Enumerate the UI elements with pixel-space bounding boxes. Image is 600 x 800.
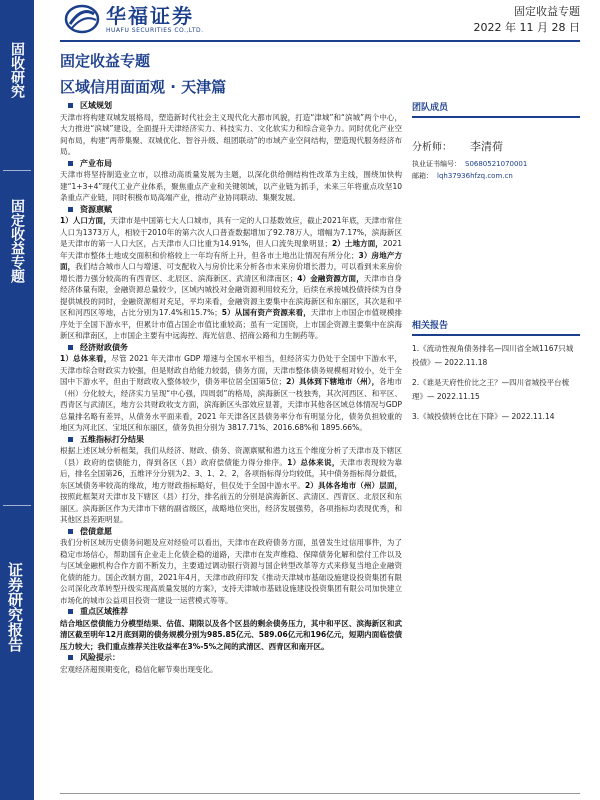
header-meta <box>474 4 580 36</box>
team-heading: 团队成员 <box>412 100 580 118</box>
logo-icon <box>64 4 100 34</box>
logo-english-name: HUAFU SECURITIES CO.,LTD. <box>106 26 204 34</box>
cert-value: S0680521070001 <box>465 160 528 168</box>
related-report-item[interactable]: 2.《谁是天府性价比之王？—四川省城投平台梳理》— 2022.11.15 <box>412 378 570 401</box>
lead-property: 3）房地产方面， <box>60 250 403 271</box>
report-summary <box>60 100 402 675</box>
related-report-item[interactable]: 1.《流动性视角债务排名—四川省全域1167只城投债》— 2022.11.18 <box>412 344 574 367</box>
analyst-row <box>412 138 580 154</box>
section-body-scores <box>60 445 402 526</box>
email-row <box>412 170 580 182</box>
lead-state-assets: 5）从国有资产资源来看， <box>221 308 311 317</box>
lead-finance: 4）金融资源方面， <box>297 273 364 283</box>
lead-districts: 2）具体到下辖地市（州）， <box>286 377 380 386</box>
header-rule <box>60 40 580 42</box>
section-body-planning: 天津市将构建双城发展格局，塑造新时代社会主义现代化大都市风貌，打造“津城”和“滨城”两个中心，大力推进“滨城”建设，全面提升天津经济实力、科技实力、文化软实力和综合竞争力。同时优化产业空间布局，构建“两带集聚、双城优化、智谷升级、组团联动”的市域产业空间结构，塑造现代服务经济布局。 <box>60 112 402 156</box>
page-subtitle: 区域信用面面观 · 天津篇 <box>60 78 227 96</box>
sidebar-divider <box>3 505 31 506</box>
lead-scores-overall: 1）总体来说， <box>287 457 340 467</box>
section-heading-scores: 五维指标打分结果 <box>60 434 402 446</box>
analyst-name: 李清荷 <box>470 140 503 153</box>
email-value[interactable]: lqh37936hfzq.com.cn <box>437 172 513 180</box>
text-population: 天津市是中国第七大人口城市，具有一定的人口基数效应，截止2021年底，天津市常住人口为1373万人，相较于2010年的第六次人口普查数据增加了92.78万人，增幅为7.17%，滨海新区是天津市的第一人口大区，占天津市人口比重为14.91%，但人口流失现象明显； <box>60 216 402 248</box>
page-title: 固定收益专题 <box>60 52 151 70</box>
logo-chinese-name: 华福证券 <box>106 3 194 28</box>
related-heading: 相关报告 <box>412 318 580 336</box>
cert-label: 执业证书编号： <box>412 160 461 168</box>
related-report-item[interactable]: 3.《城投债转仓比在下降》— 2022.11.14 <box>412 412 555 421</box>
lead-scores-districts: 2）具体各地市（州）层面， <box>304 480 403 490</box>
related-reports-panel <box>412 318 580 424</box>
sidebar-label-report: 证券研究报告 <box>6 562 24 652</box>
text-land: 2021年天津市整体土地成交面积和价格较上一年均有所上升，但各市土地出让情况有所分化； <box>60 239 402 260</box>
text-districts: 各地市（州）分化较大，经济实力呈现“中心强，四周弱”的格局，滨海新区一枝独秀，其次河西区、和平区、西青区与武清区，地方公共财政收支方面，滨海新区头部效应显著，天津市其他各区域总体情况与GDP总量排名略有差异，从债务水平面来看，2021 年天津各区县债务率分布有明显分化，债务负担较重的地区为河北区、宝坻区和东丽区，债务负担分别为 3817.71%、2016.68%和 1895.66%。 <box>60 377 402 432</box>
section-heading-willingness: 偿债意愿 <box>60 526 402 538</box>
text-finance-2: 金融资源相对充足，平均来看，金融资源主要集中在滨海新区和东丽区，其次是和平区和河西区等地，占比分别为17.4%和15.7%； <box>60 296 403 317</box>
section-heading-planning: 区域规划 <box>60 100 402 112</box>
text-overall: 尽管 2021 年天津市 GDP 增速与全国水平相当，但经济实力仍处于全国中下游水平，天津市综合财政实力较强，但是财政自给能力较弱，债务方面，天津市整体债务规模相对较小，处于全国中下游水平，但由于财政收入整体较少，债务率位居全国第5位； <box>60 354 403 386</box>
text-scores-intro: 根据上述区域分析框架，我们从经济、财政、债务、资源禀赋和潜力这五个维度分析了天津市及下辖区（县）政府的偿债能力，得到各区（县）政府偿债能力得分排序。 <box>60 446 402 467</box>
text-property: 我们结合城市人口与增速、可支配收入与房价比来分析各市未来房价增长潜力，可以看到未来房价增长潜力强分较高的有西青区、北辰区、滨海新区、武清区和津南区； <box>60 262 403 283</box>
analyst-label: 分析师： <box>412 142 452 153</box>
section-body-industry: 天津市将坚持制造业立市，以推动高质量发展为主题，以深化供给侧结构性改革为主线，围绕加快构建“1+3+4”现代工业产业体系，聚焦重点产业和关键领域，以产业链为抓手，未来三年将重点攻坚10条重点产业链，同时积极布局高端产业，推动产业协同联动、集聚发展。 <box>60 170 402 202</box>
lead-land: 2）土地方面， <box>331 239 383 248</box>
sidebar-label-topic: 固定收益专题 <box>9 199 25 283</box>
section-heading-economy: 经济财政债务 <box>60 342 402 354</box>
sidebar-divider <box>3 170 31 171</box>
company-logo <box>64 4 204 34</box>
left-sidebar-strip <box>0 0 34 800</box>
lead-population: 1）人口方面， <box>60 216 111 225</box>
section-heading-resources: 资源禀赋 <box>60 204 402 216</box>
section-body-recommend: 结合地区偿债能力分模型结果、估值、期限以及各个区县的剩余债务压力，其中和平区、滨海新区和武清区截至明年12月底到期的债务规模分别为985.85亿元、589.06亿元和196亿元，短期内面临偿债压力较大；我们重点推荐关注收益率在3%-5%之间的武清区、西青区和南开区。 <box>60 618 402 651</box>
section-heading-recommend: 重点区域推荐 <box>60 606 402 618</box>
footer-rule <box>60 793 580 794</box>
section-body-willingness: 我们分析区域历史债务问题及应对经验可以看出，天津市在政府债务方面，虽曾发生过信用事件，为了稳定市场信心，帮助国有企业走上化债企稳的道路，天津市在发声维稳、保障债务化解和偿付工作以及与区域金融机构合作方面不断发力，主要通过调动银行资源与国企转型改革等方式来修复当地企业融资化债的能力。国企改制方面，2021年4月，天津市政府印发《推动天津城市基础设施建设投资集团有限公司深化改革转型升级实现高质量发展的方案》，支持天津城市基础设施建设投资集团有限公司加快建立市场化的城市公益项目投资一建设一运营模式等等。 <box>60 538 402 605</box>
section-body-risk: 宏观经济超预期变化，稳信化解节奏出现变化。 <box>60 664 218 674</box>
sidebar-label-research: 固收研究 <box>9 42 25 98</box>
lead-overall: 1）总体来看， <box>60 354 112 363</box>
email-label: 邮箱： <box>412 172 433 180</box>
report-category: 固定收益专题 <box>514 5 580 18</box>
text-scores-overall: 天津市表现较为靠后，排名全国第26，五维评分分别为2、3、1、2、2，各项指标得分均较低，其中债务指标得分最低，东区域债务率较高的缘故，地方财政指标略好，但仅处于全国中游水平。 <box>60 457 403 490</box>
team-panel <box>412 100 580 182</box>
text-scores-districts: 按照此框架对天津市及下辖区（县）打分，排名前五的分别是滨海新区、武清区、西青区、北辰区和东丽区。滨海新区作为天津市下辖的副省级区，战略地位突出，经济发展强势，各项指标均表现优秀，和其他区县差距明显。 <box>60 492 402 524</box>
text-finance: 天津市自身经济体量有限，金融资源总量较少，区域内城投对金融资源利用较充分，后续在承接城投债持续为自身提供城投的同时， <box>60 273 403 306</box>
report-date: 2022 年 11 月 28 日 <box>473 21 580 34</box>
section-body-economy <box>60 353 402 434</box>
cert-row <box>412 158 580 170</box>
section-body-resources <box>60 215 402 342</box>
section-heading-risk: 风险提示： <box>60 652 402 664</box>
text-state-assets: 天津市上市国企市值规模排序处于全国下游水平，但累计市值占国企市值比重较高；虽有一定国资，上市国企资源主要集中在滨海新区和津南区，上市国企主要有中远海控、海光信息、招商公路和力生制药等。 <box>60 308 403 340</box>
section-heading-industry: 产业布局 <box>60 158 402 170</box>
